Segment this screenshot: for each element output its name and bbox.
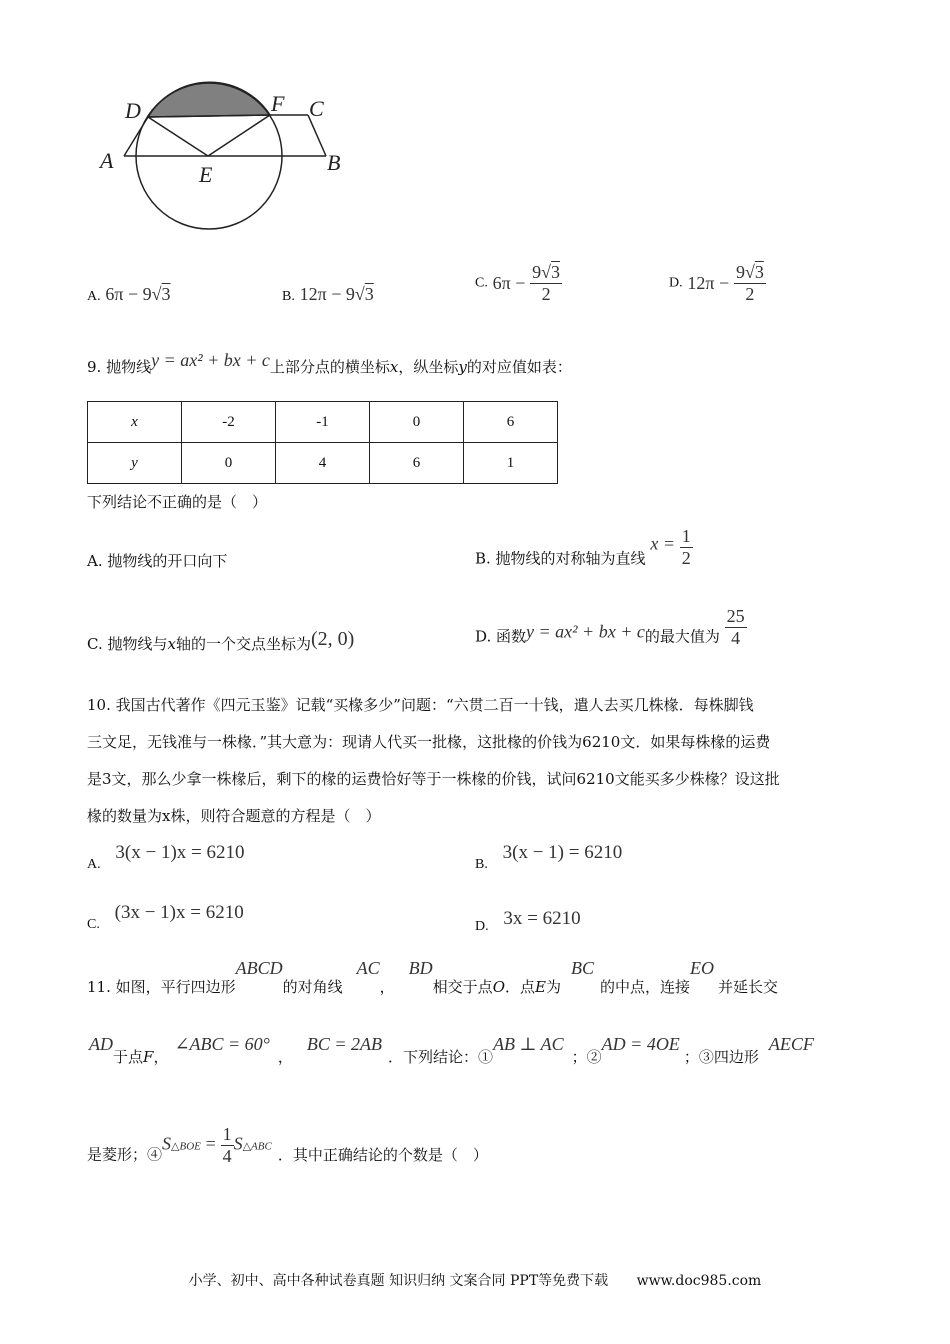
q10-stem: 10. 我国古代著作《四元玉鉴》记载“买椽多少”问题：“六贯二百一十钱，遣人去买几株椽．每株脚钱 三文足，无钱准与一株椽．”其大意为：现请人代买一批椽，这批椽的价钱为6210文．如果每株椽的运费 是3文，那么少拿一株椽后，剩下的椽的运费恰好等于一株椽的价钱，试问6210文能买多少株椽？设这批 椽的数量为x株，则符合题意的方程是（ ） bbox=[87, 696, 780, 825]
option-label: A. bbox=[87, 289, 101, 304]
table-cell: 6 bbox=[370, 443, 464, 484]
label-b: B bbox=[327, 150, 341, 175]
table-cell: 0 bbox=[182, 443, 276, 484]
q10-option-d[interactable]: D. 3x = 6210 bbox=[475, 908, 581, 934]
option-fraction: $\frac{25}{4}$ bbox=[726, 606, 745, 648]
table-row bbox=[88, 443, 558, 484]
table-cell: 4 bbox=[276, 443, 370, 484]
q10-option-a[interactable]: A. 3(x − 1)x = 6210 bbox=[87, 842, 245, 872]
label-a: A bbox=[100, 148, 114, 173]
table-cell: 1 bbox=[464, 443, 558, 484]
geometry-figure bbox=[95, 80, 355, 240]
option-label: D. bbox=[669, 275, 683, 291]
fraction-one-quarter: $\frac{1}{4}$ bbox=[222, 1124, 232, 1166]
q9-option-b[interactable] bbox=[475, 526, 693, 569]
row-header: y bbox=[88, 443, 182, 484]
q8-option-b[interactable] bbox=[282, 284, 374, 305]
segment-de bbox=[148, 117, 208, 156]
option-expr: 6π − bbox=[492, 273, 526, 293]
q9-option-d[interactable]: D. 函数y = ax² + bx + c的最大值为 $\frac{25}{4}$ bbox=[475, 606, 745, 648]
row-header: x bbox=[88, 402, 182, 443]
table-cell: 6 bbox=[464, 402, 558, 443]
q9-stem: 9. 抛物线y = ax² + bx + c上部分点的横坐标x，纵坐标y的对应值如表： bbox=[87, 350, 572, 376]
table-row bbox=[88, 402, 558, 443]
option-label: B. bbox=[282, 289, 295, 304]
value-table bbox=[87, 401, 558, 484]
q9-option-a[interactable]: A. 抛物线的开口向下 bbox=[87, 552, 228, 570]
q11-line3: 是菱形；④S△BOE = $\frac{1}{4}$ S△ABC ．其中正确结论的个数是（ ） bbox=[87, 1124, 488, 1166]
footer-text: 小学、初中、高中各种试卷真题 知识归纳 文案合同 PPT等免费下载 bbox=[188, 1273, 609, 1289]
table-cell: -1 bbox=[276, 402, 370, 443]
option-expr: 12π − bbox=[687, 273, 730, 293]
q8-option-c[interactable] bbox=[475, 262, 562, 305]
option-label: C. bbox=[475, 275, 488, 291]
page-footer bbox=[0, 1270, 950, 1290]
table-cell: -2 bbox=[182, 402, 276, 443]
q11-line2: AD于点F，∠ABC = 60°，BC = 2AB．下列结论：①AB ⊥ AC；②AD = 4OE；③四边形AECF bbox=[89, 1034, 814, 1066]
q11-line1: 11. 如图，平行四边形ABCD的对角线AC，BD相交于点O．点E为BC的中点，连接EO并延长交 bbox=[87, 958, 779, 996]
option-fraction: $\frac{9√3}{2}$ bbox=[735, 262, 764, 304]
q9-prompt: 下列结论不正确的是（ ） bbox=[87, 493, 268, 511]
table-cell: 0 bbox=[370, 402, 464, 443]
option-fraction: $\frac{1}{2}$ bbox=[681, 526, 691, 568]
label-c: C bbox=[309, 96, 324, 121]
q9-option-c[interactable]: C. 抛物线与x轴的一个交点坐标为(2, 0) bbox=[87, 628, 355, 653]
label-e: E bbox=[199, 162, 213, 187]
segment-cb bbox=[308, 115, 326, 156]
option-expr: 12π − 9√3 bbox=[299, 284, 374, 304]
q10-option-b[interactable]: B. 3(x − 1) = 6210 bbox=[475, 842, 623, 872]
label-f: F bbox=[271, 91, 285, 116]
option-fraction: $\frac{9√3}{2}$ bbox=[532, 262, 561, 304]
footer-link[interactable]: www.doc985.com bbox=[636, 1273, 762, 1289]
q10-option-c[interactable]: C. (3x − 1)x = 6210 bbox=[87, 902, 244, 932]
q8-option-a[interactable] bbox=[87, 284, 171, 305]
shaded-segment bbox=[148, 82, 270, 117]
option-expr: 6π − 9√3 bbox=[105, 284, 171, 304]
segment-fe bbox=[208, 115, 270, 156]
option-text: B. 抛物线的对称轴为直线 bbox=[475, 549, 646, 568]
q8-option-d[interactable] bbox=[669, 262, 766, 305]
label-d: D bbox=[125, 98, 141, 123]
option-lhs: x = bbox=[650, 533, 675, 554]
